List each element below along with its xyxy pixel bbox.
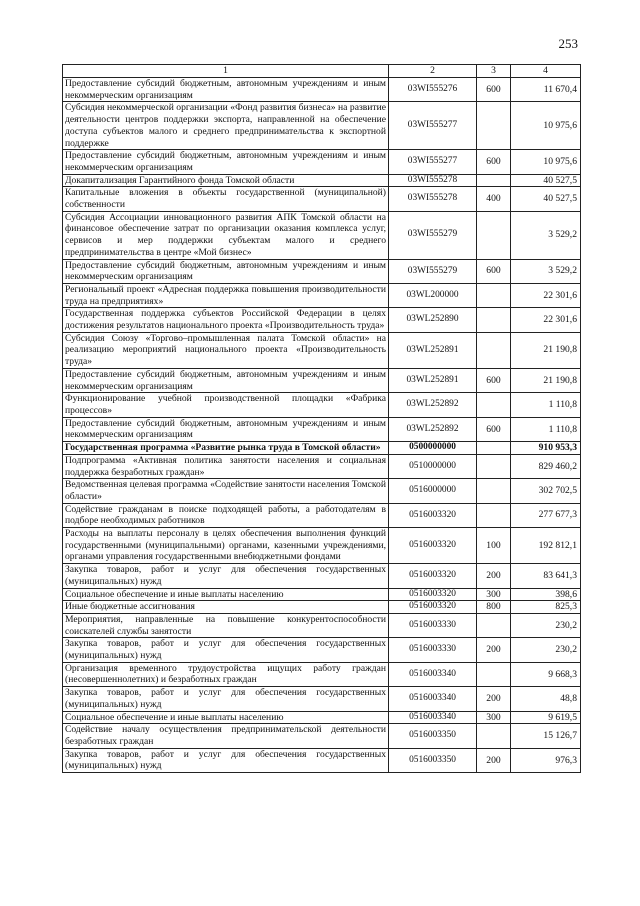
row-amount: 22 301,6 — [511, 308, 581, 332]
row-code: 0516003330 — [389, 638, 477, 662]
row-code: 03WI555276 — [389, 78, 477, 102]
row-type — [477, 479, 511, 503]
budget-table — [62, 64, 581, 773]
table-row — [63, 638, 581, 662]
row-amount: 22 301,6 — [511, 283, 581, 307]
row-type: 600 — [477, 368, 511, 392]
row-code: 0516003320 — [389, 601, 477, 614]
row-name: Предоставление субсидий бюджетным, автономным учреждениям и иным некоммерческим организациям — [63, 417, 389, 441]
row-code: 03WI555278 — [389, 187, 477, 211]
row-code: 03WI555277 — [389, 102, 477, 150]
row-amount: 192 812,1 — [511, 528, 581, 564]
row-type: 800 — [477, 601, 511, 614]
table-row — [63, 724, 581, 748]
table-row — [63, 613, 581, 637]
row-type — [477, 211, 511, 259]
row-amount: 21 190,8 — [511, 368, 581, 392]
row-code: 0516003340 — [389, 687, 477, 711]
row-name: Социальное обеспечение и иные выплаты населению — [63, 588, 389, 601]
column-header: 4 — [511, 65, 581, 78]
table-row — [63, 528, 581, 564]
table-row — [63, 662, 581, 686]
row-amount: 15 126,7 — [511, 724, 581, 748]
row-code: 0500000000 — [389, 442, 477, 455]
row-type: 100 — [477, 528, 511, 564]
row-name: Докапитализация Гарантийного фонда Томской области — [63, 174, 389, 187]
row-amount: 3 529,2 — [511, 259, 581, 283]
row-type: 400 — [477, 187, 511, 211]
row-amount: 11 670,4 — [511, 78, 581, 102]
row-type — [477, 724, 511, 748]
row-code: 0516003320 — [389, 564, 477, 588]
row-name: Субсидия некоммерческой организации «Фонд развития бизнеса» на развитие деятельности центров поддержки экспорта, направленной на обеспечение доступа субъектов малого и среднего предпринимательства к экспортной поддержке — [63, 102, 389, 150]
row-amount: 1 110,8 — [511, 417, 581, 441]
row-type — [477, 613, 511, 637]
row-type: 600 — [477, 417, 511, 441]
row-type — [477, 393, 511, 417]
row-type — [477, 503, 511, 527]
row-code: 0516003320 — [389, 503, 477, 527]
column-header: 3 — [477, 65, 511, 78]
row-type: 200 — [477, 748, 511, 772]
row-amount: 825,3 — [511, 601, 581, 614]
row-code: 0516000000 — [389, 479, 477, 503]
row-type: 200 — [477, 687, 511, 711]
table-row — [63, 687, 581, 711]
table-row — [63, 283, 581, 307]
row-code: 03WI555278 — [389, 174, 477, 187]
table-body — [63, 65, 581, 773]
row-type — [477, 283, 511, 307]
row-amount: 302 702,5 — [511, 479, 581, 503]
row-name: Содействие гражданам в поиске подходящей работы, а работодателям в подборе необходимых работников — [63, 503, 389, 527]
row-name: Субсидия Ассоциации инновационного развития АПК Томской области на финансовое обеспечение затрат по организации оказания комплекса услуг, сервисов и мер поддержки субъектам малого и среднего предпринимательства в центре «Мой бизнес» — [63, 211, 389, 259]
row-amount: 277 677,3 — [511, 503, 581, 527]
row-name: Расходы на выплаты персоналу в целях обеспечения выполнения функций государственными (муниципальными) органами, казенными учреждениями, органами управления государственными внебюджетными фондами — [63, 528, 389, 564]
row-name: Предоставление субсидий бюджетным, автономным учреждениям и иным некоммерческим организациям — [63, 368, 389, 392]
row-code: 03WL252891 — [389, 332, 477, 368]
row-amount: 9 619,5 — [511, 711, 581, 724]
table-row — [63, 588, 581, 601]
row-amount: 10 975,6 — [511, 150, 581, 174]
row-name: Социальное обеспечение и иные выплаты населению — [63, 711, 389, 724]
row-amount: 976,3 — [511, 748, 581, 772]
row-name: Функционирование учебной производственной площадки «Фабрика процессов» — [63, 393, 389, 417]
row-type — [477, 662, 511, 686]
row-code: 0516003330 — [389, 613, 477, 637]
row-amount: 40 527,5 — [511, 174, 581, 187]
row-amount: 48,8 — [511, 687, 581, 711]
row-name: Организация временного трудоустройства ищущих работу граждан (несовершеннолетних) и безработных граждан — [63, 662, 389, 686]
row-amount: 3 529,2 — [511, 211, 581, 259]
row-name: Подпрограмма «Активная политика занятости населения и социальная поддержка безработных граждан» — [63, 454, 389, 478]
row-type: 300 — [477, 711, 511, 724]
row-amount: 10 975,6 — [511, 102, 581, 150]
table-row — [63, 102, 581, 150]
row-name: Государственная программа «Развитие рынка труда в Томской области» — [63, 442, 389, 455]
row-code: 03WL200000 — [389, 283, 477, 307]
row-name: Капитальные вложения в объекты государственной (муниципальной) собственности — [63, 187, 389, 211]
table-row — [63, 564, 581, 588]
row-type — [477, 308, 511, 332]
row-amount: 910 953,3 — [511, 442, 581, 455]
row-name: Закупка товаров, работ и услуг для обеспечения государственных (муниципальных) нужд — [63, 638, 389, 662]
table-row — [63, 368, 581, 392]
row-name: Предоставление субсидий бюджетным, автономным учреждениям и иным некоммерческим организациям — [63, 150, 389, 174]
row-amount: 9 668,3 — [511, 662, 581, 686]
table-row — [63, 78, 581, 102]
table-row — [63, 259, 581, 283]
table-row — [63, 332, 581, 368]
row-type — [477, 454, 511, 478]
table-row — [63, 503, 581, 527]
row-code: 0516003350 — [389, 748, 477, 772]
row-type: 300 — [477, 588, 511, 601]
row-name: Субсидия Союзу «Торгово–промышленная палата Томской области» на реализацию мероприятий национального проекта «Производительность труда» — [63, 332, 389, 368]
row-code: 03WL252890 — [389, 308, 477, 332]
row-amount: 230,2 — [511, 613, 581, 637]
row-name: Содействие началу осуществления предпринимательской деятельности безработных граждан — [63, 724, 389, 748]
row-name: Государственная поддержка субъектов Российской Федерации в целях достижения результатов национального проекта «Производительность труда» — [63, 308, 389, 332]
table-row — [63, 174, 581, 187]
row-amount: 829 460,2 — [511, 454, 581, 478]
row-type — [477, 174, 511, 187]
row-name: Закупка товаров, работ и услуг для обеспечения государственных (муниципальных) нужд — [63, 687, 389, 711]
row-type — [477, 332, 511, 368]
row-amount: 230,2 — [511, 638, 581, 662]
row-amount: 398,6 — [511, 588, 581, 601]
row-code: 0516003320 — [389, 528, 477, 564]
table-row — [63, 601, 581, 614]
row-code: 03WL252892 — [389, 393, 477, 417]
row-amount: 40 527,5 — [511, 187, 581, 211]
row-type: 200 — [477, 564, 511, 588]
row-type — [477, 442, 511, 455]
row-code: 03WL252892 — [389, 417, 477, 441]
page-number: 253 — [558, 36, 578, 51]
row-code: 0516003320 — [389, 588, 477, 601]
row-name: Закупка товаров, работ и услуг для обеспечения государственных (муниципальных) нужд — [63, 748, 389, 772]
row-code: 03WI555277 — [389, 150, 477, 174]
row-code: 0516003340 — [389, 662, 477, 686]
row-type: 600 — [477, 150, 511, 174]
row-code: 03WL252891 — [389, 368, 477, 392]
column-header: 2 — [389, 65, 477, 78]
row-name: Региональный проект «Адресная поддержка повышения производительности труда на предприятиях» — [63, 283, 389, 307]
row-amount: 83 641,3 — [511, 564, 581, 588]
table-row — [63, 454, 581, 478]
table-row — [63, 417, 581, 441]
row-code: 0516003350 — [389, 724, 477, 748]
row-name: Закупка товаров, работ и услуг для обеспечения государственных (муниципальных) нужд — [63, 564, 389, 588]
table-row — [63, 187, 581, 211]
row-amount: 1 110,8 — [511, 393, 581, 417]
row-code: 03WI555279 — [389, 211, 477, 259]
row-type: 200 — [477, 638, 511, 662]
row-name: Ведомственная целевая программа «Содействие занятости населения Томской области» — [63, 479, 389, 503]
row-name: Предоставление субсидий бюджетным, автономным учреждениям и иным некоммерческим организациям — [63, 259, 389, 283]
table-row — [63, 150, 581, 174]
table-row — [63, 393, 581, 417]
row-amount: 21 190,8 — [511, 332, 581, 368]
row-code: 0510000000 — [389, 454, 477, 478]
table-row — [63, 711, 581, 724]
row-code: 03WI555279 — [389, 259, 477, 283]
row-name: Мероприятия, направленные на повышение конкурентоспособности соискателей службы занятости — [63, 613, 389, 637]
table-row — [63, 308, 581, 332]
row-name: Предоставление субсидий бюджетным, автономным учреждениям и иным некоммерческим организациям — [63, 78, 389, 102]
row-type: 600 — [477, 259, 511, 283]
table-row — [63, 479, 581, 503]
row-name: Иные бюджетные ассигнования — [63, 601, 389, 614]
table-row — [63, 748, 581, 772]
row-type — [477, 102, 511, 150]
row-type: 600 — [477, 78, 511, 102]
row-code: 0516003340 — [389, 711, 477, 724]
column-header: 1 — [63, 65, 389, 78]
table-header-row — [63, 65, 581, 78]
table-row — [63, 211, 581, 259]
table-row — [63, 442, 581, 455]
